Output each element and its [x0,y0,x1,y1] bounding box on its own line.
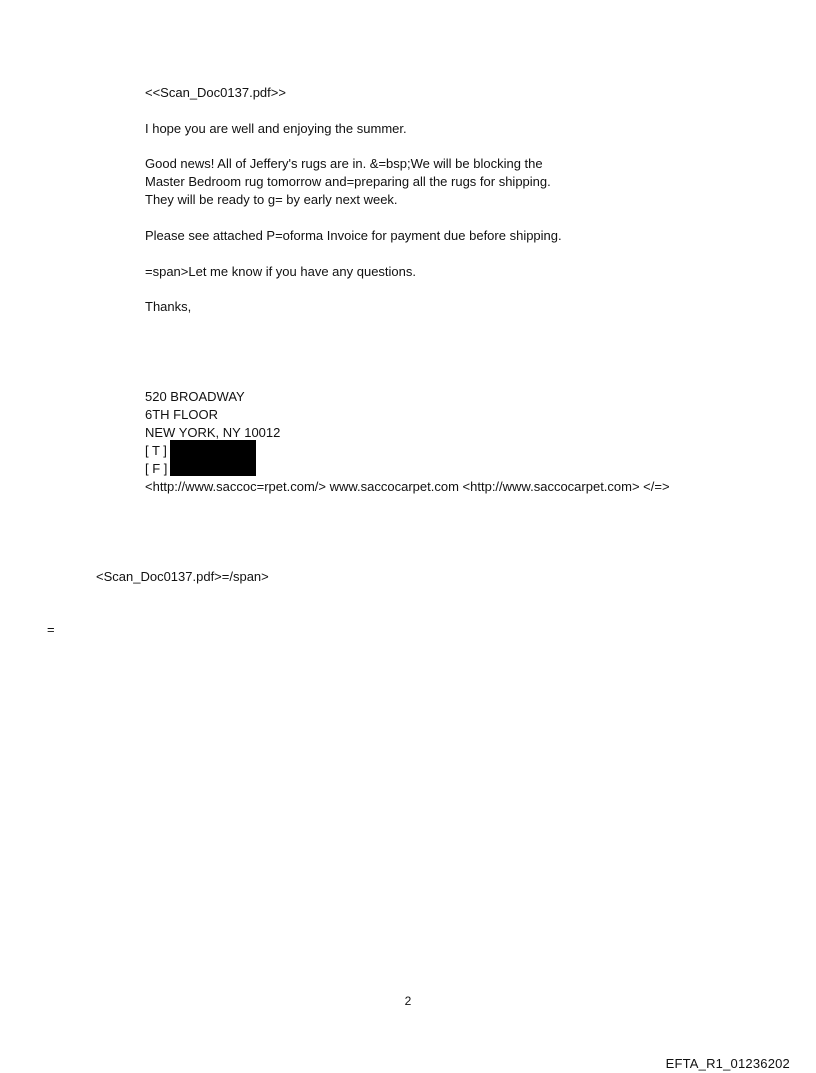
bates-number: EFTA_R1_01236202 [665,1056,790,1071]
attachment-reference-top: <<Scan_Doc0137.pdf>> [145,85,286,100]
email-paragraph-1-line-2: Master Bedroom rug tomorrow and=preparing all the rugs for shipping. [145,174,551,189]
signature-fax-label: [ F ] [145,461,168,476]
attachment-reference-bottom: <Scan_Doc0137.pdf>=/span> [96,569,269,584]
email-greeting: I hope you are well and enjoying the summer. [145,121,407,136]
stray-equals-character: = [47,622,55,637]
email-paragraph-1-line-3: They will be ready to g= by early next week. [145,192,398,207]
email-paragraph-3: =span>Let me know if you have any questions. [145,264,417,279]
signature-website-line: <http://www.saccoc=rpet.com/> www.saccocarpet.com <http://www.saccocarpet.com> </=> [145,479,670,494]
signature-address-line-3: NEW YORK, NY 10012 [145,425,281,440]
signature-address-line-2: 6TH FLOOR [145,407,218,422]
email-paragraph-1-line-1: Good news! All of Jeffery's rugs are in. &=bsp;We will be blocking the [145,156,543,171]
email-paragraph-2: Please see attached P=oforma Invoice for payment due before shipping. [145,228,562,243]
page-number: 2 [404,994,412,1008]
signature-address-line-1: 520 BROADWAY [145,389,245,404]
signature-phone-label: [ T ] [145,443,167,458]
redaction-box [170,440,256,476]
email-signoff: Thanks, [145,299,192,314]
